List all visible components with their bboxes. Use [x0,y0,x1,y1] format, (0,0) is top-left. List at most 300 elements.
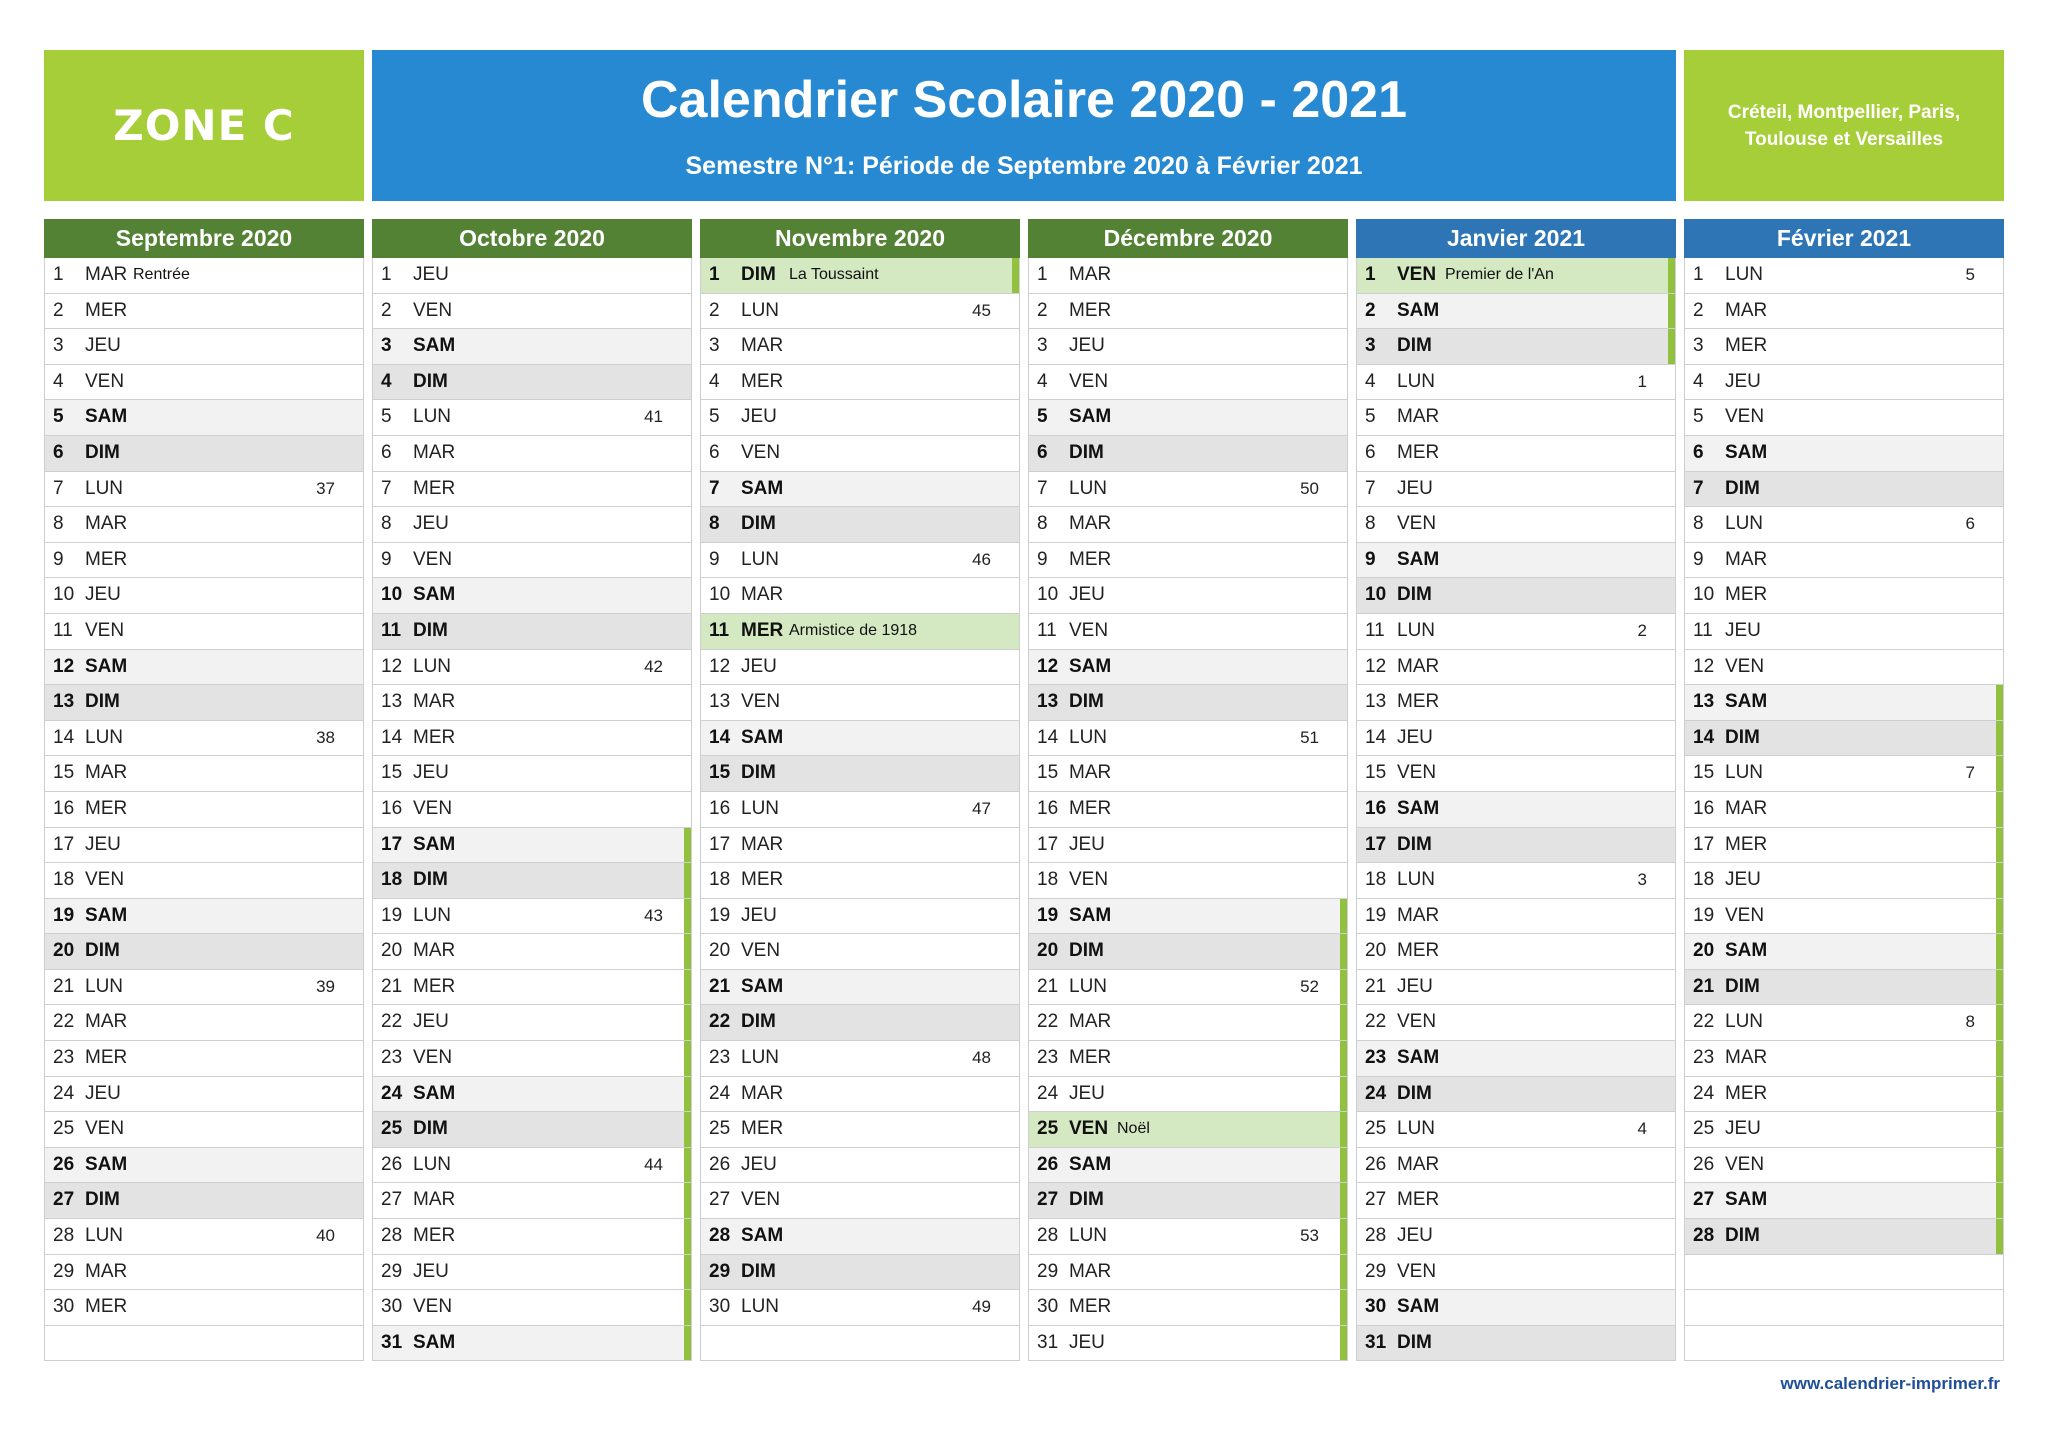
day-row [373,1255,691,1291]
day-row [1685,1005,2003,1041]
weekday-label: MER [1725,335,1768,357]
day-row [1685,650,2003,686]
day-row [1685,970,2003,1006]
weekday-label: MAR [1725,1047,1768,1069]
day-row [45,578,363,614]
day-number: 9 [709,548,720,570]
weekday-label: JEU [413,513,449,535]
day-number: 18 [381,869,403,891]
weekday-label: SAM [413,335,456,357]
weekday-label: VEN [1397,1011,1437,1033]
week-number: 4 [1637,1119,1647,1139]
day-number: 23 [1365,1047,1387,1069]
day-number: 5 [381,406,392,428]
weekday-label: JEU [1725,1118,1761,1140]
weekday-label: MAR [1069,762,1112,784]
weekday-label: DIM [1397,1082,1432,1104]
weekday-label: DIM [85,1189,120,1211]
day-number: 27 [1037,1189,1059,1211]
day-number: 2 [381,299,392,321]
day-number: 8 [1693,513,1704,535]
weekday-label: VEN [741,691,781,713]
day-number: 18 [709,869,731,891]
weekday-label: LUN [85,1225,124,1247]
week-number: 37 [316,478,335,498]
day-number: 31 [1037,1331,1059,1353]
weekday-label: MER [413,1225,456,1247]
day-row [1685,792,2003,828]
day-row [373,685,691,721]
day-number: 28 [1693,1225,1715,1247]
day-row [45,258,363,294]
day-row [373,507,691,543]
weekday-label: LUN [1069,1225,1108,1247]
day-row [373,1219,691,1255]
day-number: 30 [709,1296,731,1318]
weekday-label: DIM [413,619,448,641]
day-row [1029,1041,1347,1077]
weekday-label: VEN [1397,1260,1437,1282]
weekday-label: MER [85,1047,128,1069]
day-row [373,614,691,650]
weekday-label: SAM [1725,1189,1768,1211]
day-row [45,1041,363,1077]
event-label: La Toussaint [789,266,879,283]
day-number: 18 [1037,869,1059,891]
day-row [1029,329,1347,365]
weekday-label: JEU [1725,869,1761,891]
day-number: 8 [709,513,720,535]
weekday-label: VEN [413,1296,453,1318]
day-row [701,828,1019,864]
day-number: 25 [381,1118,403,1140]
weekday-label: JEU [1069,1331,1105,1353]
day-row [45,1112,363,1148]
day-row [1685,258,2003,294]
weekday-label: VEN [741,441,781,463]
day-row [1685,721,2003,757]
day-number: 4 [1037,370,1048,392]
weekday-label: LUN [1397,869,1436,891]
day-number: 6 [53,441,64,463]
day-row [1685,1148,2003,1184]
day-number: 16 [709,797,731,819]
day-row [1029,1290,1347,1326]
day-row [1685,1183,2003,1219]
weekday-label: DIM [741,1260,776,1282]
day-number: 26 [1693,1153,1715,1175]
day-row [373,329,691,365]
day-row [1357,1290,1675,1326]
day-number: 1 [381,264,392,285]
day-number: 22 [53,1011,75,1033]
day-number: 16 [1037,797,1059,819]
event-label: Rentrée [133,266,190,283]
weekday-label: MER [85,299,128,321]
weekday-label: LUN [85,975,124,997]
day-number: 30 [1365,1296,1387,1318]
day-row [701,614,1019,650]
weekday-label: LUN [85,726,124,748]
day-number: 20 [53,940,75,962]
day-row [1029,934,1347,970]
day-row [1357,1326,1675,1362]
day-row [1685,329,2003,365]
day-number: 22 [709,1011,731,1033]
day-row [701,436,1019,472]
day-number: 15 [381,762,403,784]
day-number: 2 [1037,299,1048,321]
weekday-label: JEU [85,833,121,855]
weekday-label: DIM [1397,833,1432,855]
day-row [45,1183,363,1219]
day-number: 23 [1037,1047,1059,1069]
day-row [45,436,363,472]
day-number: 18 [1693,869,1715,891]
weekday-label: MAR [1725,548,1768,570]
day-row [1029,614,1347,650]
day-row [1357,1219,1675,1255]
day-row [45,685,363,721]
day-row [373,828,691,864]
day-row [701,650,1019,686]
weekday-label: SAM [1069,904,1112,926]
day-row [1685,614,2003,650]
day-number: 10 [709,584,731,606]
weekday-label: VEN [741,940,781,962]
weekday-label: DIM [1069,940,1104,962]
week-number: 1 [1637,371,1647,391]
day-number: 13 [1693,691,1715,713]
day-row [1357,685,1675,721]
day-number: 13 [1037,691,1059,713]
day-row [1685,543,2003,579]
weekday-label: VEN [1069,619,1109,641]
day-number: 21 [53,975,75,997]
day-list [1684,258,2004,1361]
day-row [1685,578,2003,614]
weekday-label: SAM [1397,299,1440,321]
weekday-label: SAM [741,477,784,499]
weekday-label: VEN [85,1118,125,1140]
day-row [45,792,363,828]
day-number: 29 [709,1260,731,1282]
weekday-label: DIM [1397,584,1432,606]
day-row [701,970,1019,1006]
day-row [1357,507,1675,543]
day-number: 11 [1693,619,1713,641]
day-row [701,1005,1019,1041]
day-number: 8 [1365,513,1376,535]
day-number: 1 [1365,264,1376,285]
weekday-label: MAR [1725,797,1768,819]
day-number: 7 [1037,477,1048,499]
day-number: 16 [381,797,403,819]
weekday-label: JEU [85,584,121,606]
weekday-label: SAM [741,975,784,997]
weekday-label: MAR [413,691,456,713]
day-row [373,1041,691,1077]
empty-row [1685,1326,2003,1362]
day-row [45,1255,363,1291]
weekday-label: MAR [741,584,784,606]
day-number: 24 [53,1082,75,1104]
day-row [701,578,1019,614]
weekday-label: JEU [1069,833,1105,855]
weekday-label: SAM [1725,691,1768,713]
region-line-1: Créteil, Montpellier, Paris, [1727,101,1961,123]
day-row [1685,294,2003,330]
day-number: 10 [1037,584,1059,606]
day-number: 12 [1693,655,1715,677]
day-number: 11 [709,619,730,641]
day-row [1685,507,2003,543]
day-number: 17 [709,833,731,855]
day-row [1685,472,2003,508]
day-number: 3 [709,335,720,357]
weekday-label: MAR [1069,1260,1112,1282]
day-number: 21 [1365,975,1387,997]
day-row [1029,1219,1347,1255]
day-number: 5 [709,406,720,428]
day-number: 18 [53,869,75,891]
day-number: 9 [1365,548,1376,570]
weekday-label: MAR [1397,406,1440,428]
day-number: 30 [53,1296,75,1318]
weekday-label: SAM [1069,406,1112,428]
day-row [701,1077,1019,1113]
day-row [1357,650,1675,686]
day-number: 14 [1365,726,1387,748]
day-number: 8 [53,513,64,535]
day-row [373,863,691,899]
day-number: 25 [1037,1118,1059,1140]
day-number: 4 [381,370,392,392]
day-row [1029,970,1347,1006]
empty-row [1685,1290,2003,1326]
day-row [45,970,363,1006]
day-number: 28 [381,1225,403,1247]
weekday-label: JEU [413,1011,449,1033]
day-row [1685,756,2003,792]
week-number: 6 [1965,514,1975,534]
weekday-label: MAR [85,762,128,784]
day-row [701,1255,1019,1291]
weekday-label: MER [1069,1047,1112,1069]
day-number: 8 [381,513,392,535]
day-row [45,1290,363,1326]
day-row [1357,1005,1675,1041]
day-number: 9 [1037,548,1048,570]
day-number: 10 [381,584,403,606]
week-number: 51 [1300,727,1319,747]
day-number: 1 [1693,264,1704,285]
day-row [373,294,691,330]
week-number: 46 [972,549,991,569]
day-number: 29 [53,1260,75,1282]
week-number: 2 [1637,620,1647,640]
weekday-label: LUN [1725,762,1764,784]
day-number: 16 [1365,797,1387,819]
day-number: 7 [1365,477,1376,499]
day-row [1029,1005,1347,1041]
day-number: 12 [1037,655,1059,677]
day-row [373,1112,691,1148]
weekday-label: JEU [741,904,777,926]
day-number: 12 [381,655,403,677]
weekday-label: MAR [1397,655,1440,677]
day-row [1685,1219,2003,1255]
day-row [701,365,1019,401]
day-row [701,1290,1019,1326]
weekday-label: VEN [1069,869,1109,891]
weekday-label: SAM [1397,548,1440,570]
day-number: 3 [53,335,64,357]
day-row [45,828,363,864]
day-row [373,756,691,792]
zone-label: ZONE C [113,101,295,150]
week-number: 48 [972,1048,991,1068]
day-row [1029,863,1347,899]
week-number: 44 [644,1154,663,1174]
day-row [1357,614,1675,650]
day-row [701,400,1019,436]
day-row [1357,1255,1675,1291]
weekday-label: MER [1069,1296,1112,1318]
zone-banner [44,50,364,201]
week-number: 38 [316,727,335,747]
weekday-label: SAM [741,1225,784,1247]
day-row [373,1148,691,1184]
day-row [45,365,363,401]
day-number: 6 [381,441,392,463]
weekday-label: VEN [1725,904,1765,926]
day-row [701,1041,1019,1077]
day-number: 7 [53,477,64,499]
empty-row [1685,1255,2003,1291]
weekday-label: JEU [413,762,449,784]
week-number: 39 [316,976,335,996]
month-column [1028,219,1348,1361]
weekday-label: MER [85,1296,128,1318]
day-number: 14 [53,726,75,748]
weekday-label: JEU [413,264,449,285]
day-row [1357,294,1675,330]
day-number: 30 [1037,1296,1059,1318]
weekday-label: MER [1069,797,1112,819]
day-row [1685,685,2003,721]
day-list [372,258,692,1361]
weekday-label: VEN [413,299,453,321]
day-number: 11 [1037,619,1057,641]
day-row [45,899,363,935]
week-number: 50 [1300,478,1319,498]
weekday-label: LUN [1397,1118,1436,1140]
weekday-label: LUN [1725,264,1764,285]
day-row [373,400,691,436]
day-row [1357,400,1675,436]
day-row [1357,365,1675,401]
weekday-label: VEN [741,1189,781,1211]
weekday-label: JEU [741,655,777,677]
day-row [1357,1183,1675,1219]
day-number: 19 [53,904,75,926]
day-number: 24 [1037,1082,1059,1104]
day-number: 20 [381,940,403,962]
week-number: 43 [644,905,663,925]
weekday-label: LUN [741,1047,780,1069]
day-number: 23 [53,1047,75,1069]
weekday-label: MAR [741,1082,784,1104]
weekday-label: DIM [1069,691,1104,713]
month-header: Janvier 2021 [1356,219,1676,258]
day-row [45,400,363,436]
day-row [1029,792,1347,828]
day-number: 26 [53,1153,75,1175]
day-number: 1 [1037,264,1048,285]
day-row [1029,258,1347,294]
day-number: 11 [381,619,402,641]
weekday-label: SAM [741,726,784,748]
day-number: 22 [1693,1011,1715,1033]
day-number: 13 [53,691,75,713]
day-number: 25 [1693,1118,1715,1140]
day-list [700,258,1020,1361]
day-number: 4 [709,370,720,392]
day-number: 15 [1037,762,1059,784]
weekday-label: MAR [741,335,784,357]
weekday-label: SAM [413,1331,456,1353]
day-number: 23 [709,1047,731,1069]
day-row [1029,543,1347,579]
weekday-label: MER [413,975,456,997]
day-number: 13 [381,691,403,713]
day-row [701,258,1019,294]
day-number: 21 [709,975,731,997]
day-row [701,1183,1019,1219]
weekday-label: VEN [1397,513,1437,535]
day-number: 15 [53,762,75,784]
day-row [1357,578,1675,614]
weekday-label: LUN [741,797,780,819]
day-number: 22 [1365,1011,1387,1033]
weekday-label: MAR [1397,904,1440,926]
weekday-label: DIM [85,940,120,962]
day-row [1685,934,2003,970]
weekday-label: MER [1397,441,1440,463]
day-row [45,1077,363,1113]
day-row [373,436,691,472]
day-row [1357,756,1675,792]
weekday-label: SAM [85,904,128,926]
day-row [1029,578,1347,614]
weekday-label: SAM [1397,797,1440,819]
week-number: 42 [644,656,663,676]
day-row [1357,436,1675,472]
website-link[interactable]: www.calendrier-imprimer.fr [1780,1374,2000,1393]
weekday-label: MER [1397,940,1440,962]
day-row [1685,365,2003,401]
day-number: 19 [381,904,403,926]
weekday-label: LUN [741,299,780,321]
day-number: 16 [1693,797,1715,819]
month-column [44,219,364,1361]
day-row [1029,685,1347,721]
weekday-label: VEN [413,548,453,570]
event-label: Noël [1117,1120,1150,1138]
weekday-label: SAM [1725,940,1768,962]
day-row [1029,1183,1347,1219]
